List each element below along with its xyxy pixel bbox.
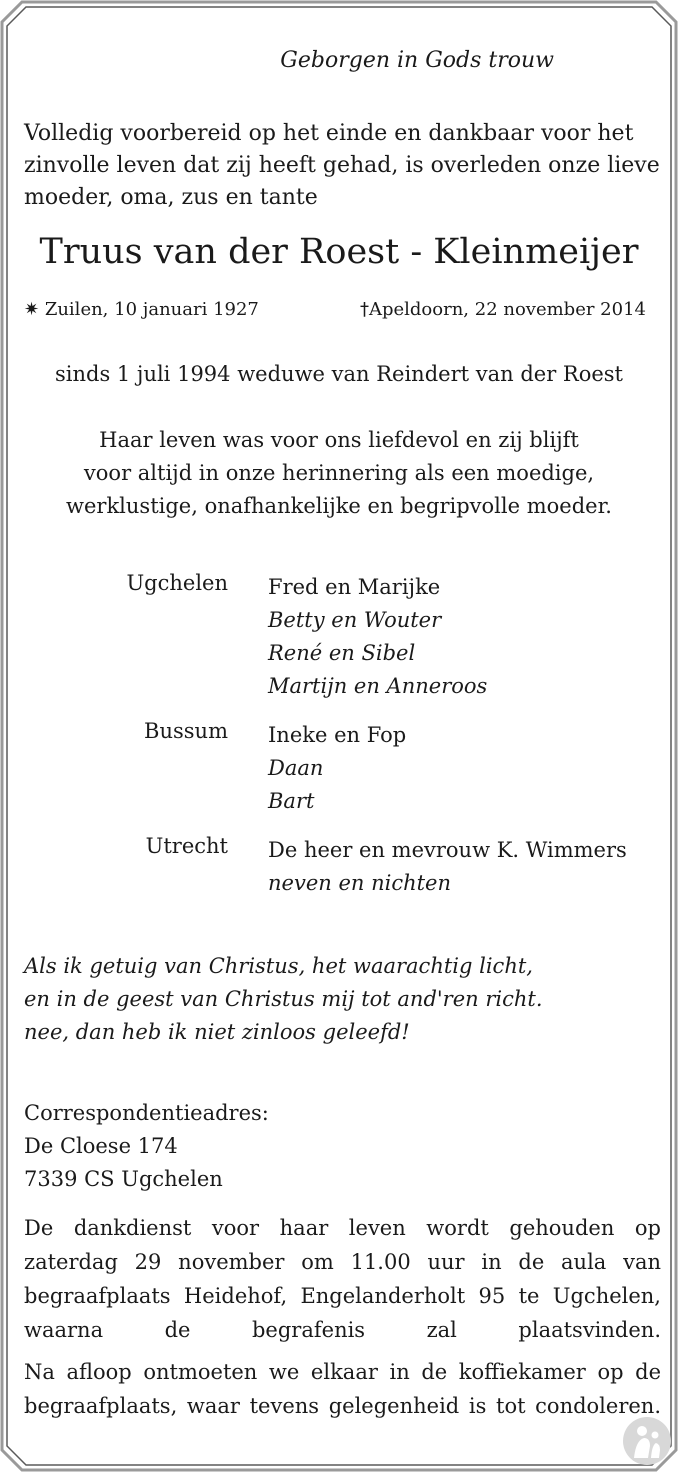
tribute-line: werklustige, onafhankelijke en begripvolle moeder. (66, 494, 612, 518)
family-group (268, 571, 487, 703)
meeting-paragraph: Na afloop ontmoeten we elkaar in de koffiekamer op de begraafplaats, waar tevens gelegenheid is tot condoleren. (24, 1360, 661, 1418)
family-place: Ugchelen (126, 571, 228, 595)
death-cross-icon: † (359, 299, 369, 320)
service-paragraph: De dankdienst voor haar leven wordt gehouden op zaterdag 29 november om 11.00 uur in de aula van begraafplaats Heidehof, Engelanderholt 95 te Ugchelen, waarna de begrafenis zal plaatsvinden. (24, 1216, 661, 1342)
address-line: De Cloese 174 (24, 1134, 178, 1158)
publisher-logo-icon (620, 1414, 674, 1468)
tribute-text (0, 424, 678, 523)
family-place: Utrecht (145, 834, 228, 858)
poem-line: en in de geest van Christus mij tot and'ren richt. (24, 987, 543, 1011)
family-group (268, 834, 627, 900)
intro-line: zinvolle leven dat zij heeft gehad, is overleden onze lieve (24, 153, 660, 178)
family-member: De heer en mevrouw K. Wimmers (268, 838, 627, 862)
family-member: Bart (268, 789, 315, 813)
poem (24, 950, 543, 1049)
tribute-line: voor altijd in onze herinnering als een moedige, (83, 461, 595, 485)
death-text: Apeldoorn, 22 november 2014 (368, 299, 646, 320)
family-member: Ineke en Fop (268, 723, 407, 747)
family-member: Daan (268, 756, 324, 780)
widow-line: sinds 1 juli 1994 weduwe van Reindert van der Roest (54, 362, 623, 386)
birth-info (24, 299, 259, 320)
family-place: Bussum (144, 719, 228, 743)
deceased-name: Truus van der Roest - Kleinmeijer (39, 232, 639, 272)
intro-text (24, 118, 660, 214)
family-member: René en Sibel (268, 641, 416, 665)
intro-line: moeder, oma, zus en tante (24, 185, 318, 210)
motto: Geborgen in Gods trouw (280, 48, 554, 73)
family-member: neven en nichten (268, 871, 451, 895)
tribute-line: Haar leven was voor ons liefdevol en zij blijft (99, 428, 579, 452)
birth-star-icon: ✷ (24, 299, 40, 320)
intro-line: Volledig voorbereid op het einde en dankbaar voor het (24, 121, 634, 146)
correspondence-address (24, 1097, 269, 1196)
family-member: Martijn en Anneroos (268, 674, 488, 698)
family-member: Fred en Marijke (268, 575, 441, 599)
poem-line: Als ik getuig van Christus, het waarachtig licht, (24, 954, 533, 978)
birth-text: Zuilen, 10 januari 1927 (44, 299, 259, 320)
poem-line: nee, dan heb ik niet zinloos geleefd! (24, 1020, 410, 1044)
address-line: Correspondentieadres: (24, 1101, 269, 1125)
address-line: 7339 CS Ugchelen (24, 1167, 223, 1191)
family-member: Betty en Wouter (268, 608, 442, 632)
family-group (268, 719, 406, 818)
death-info (360, 299, 646, 320)
